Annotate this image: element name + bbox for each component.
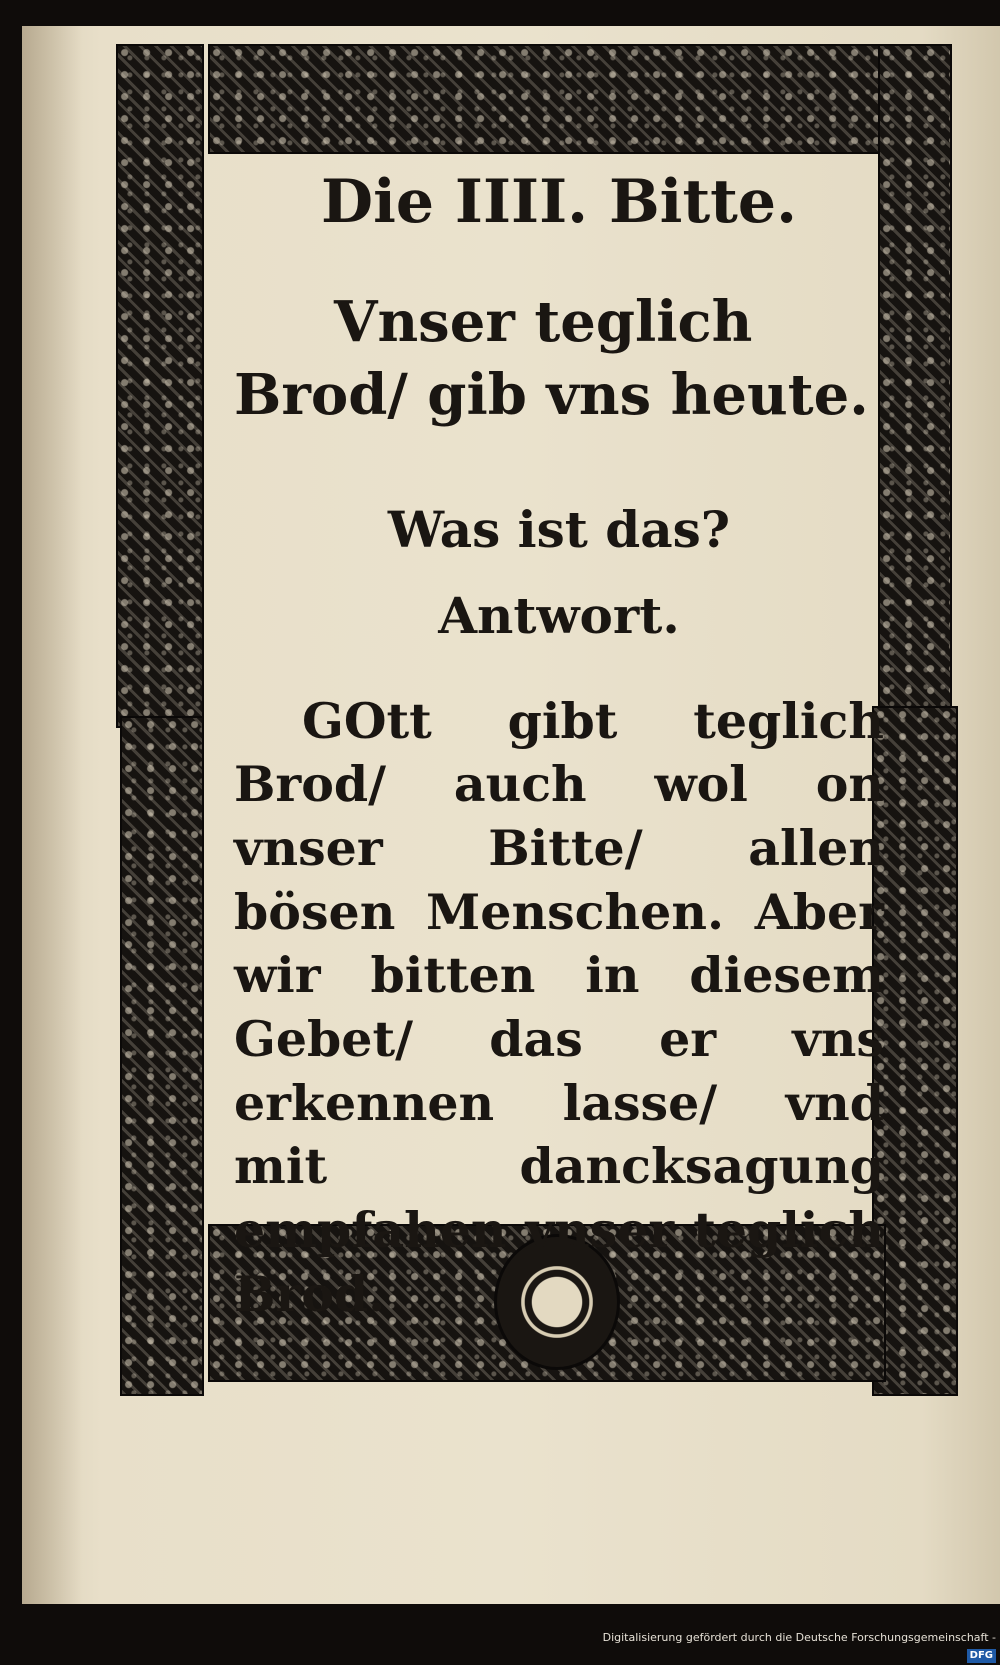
dfg-logo: DFG [967,1649,996,1663]
text-block [234,166,884,1326]
page-title: Die IIII. Bitte. [321,167,797,237]
credit-text: Digitalisierung gefördert durch die Deutsche Forschungsgemeinschaft - [602,1631,996,1644]
petition-text: Vnser teglich Brod/ gib vns heute. [234,289,869,428]
answer-text: GOtt gibt teglich Brod/ auch wol on vnser Bitte/ allen bösen Menschen. Aber wir bitten in diesem Gebet/ das er vns erkennen lasse/ vnd mit dancksagung empfahen vnser teglich Brod. [234,691,884,1323]
woodcut-border-right-upper [878,44,952,718]
answer-heading: Antwort. [438,585,680,645]
question-text: Was ist das? [387,499,731,559]
woodcut-border-top [208,44,894,154]
woodcut-border-left-upper [116,44,204,728]
digitization-credit [596,1629,1000,1661]
woodcut-border-left-lower [120,716,204,1396]
book-page [22,26,1000,1604]
page-gutter-shadow [22,26,82,1604]
